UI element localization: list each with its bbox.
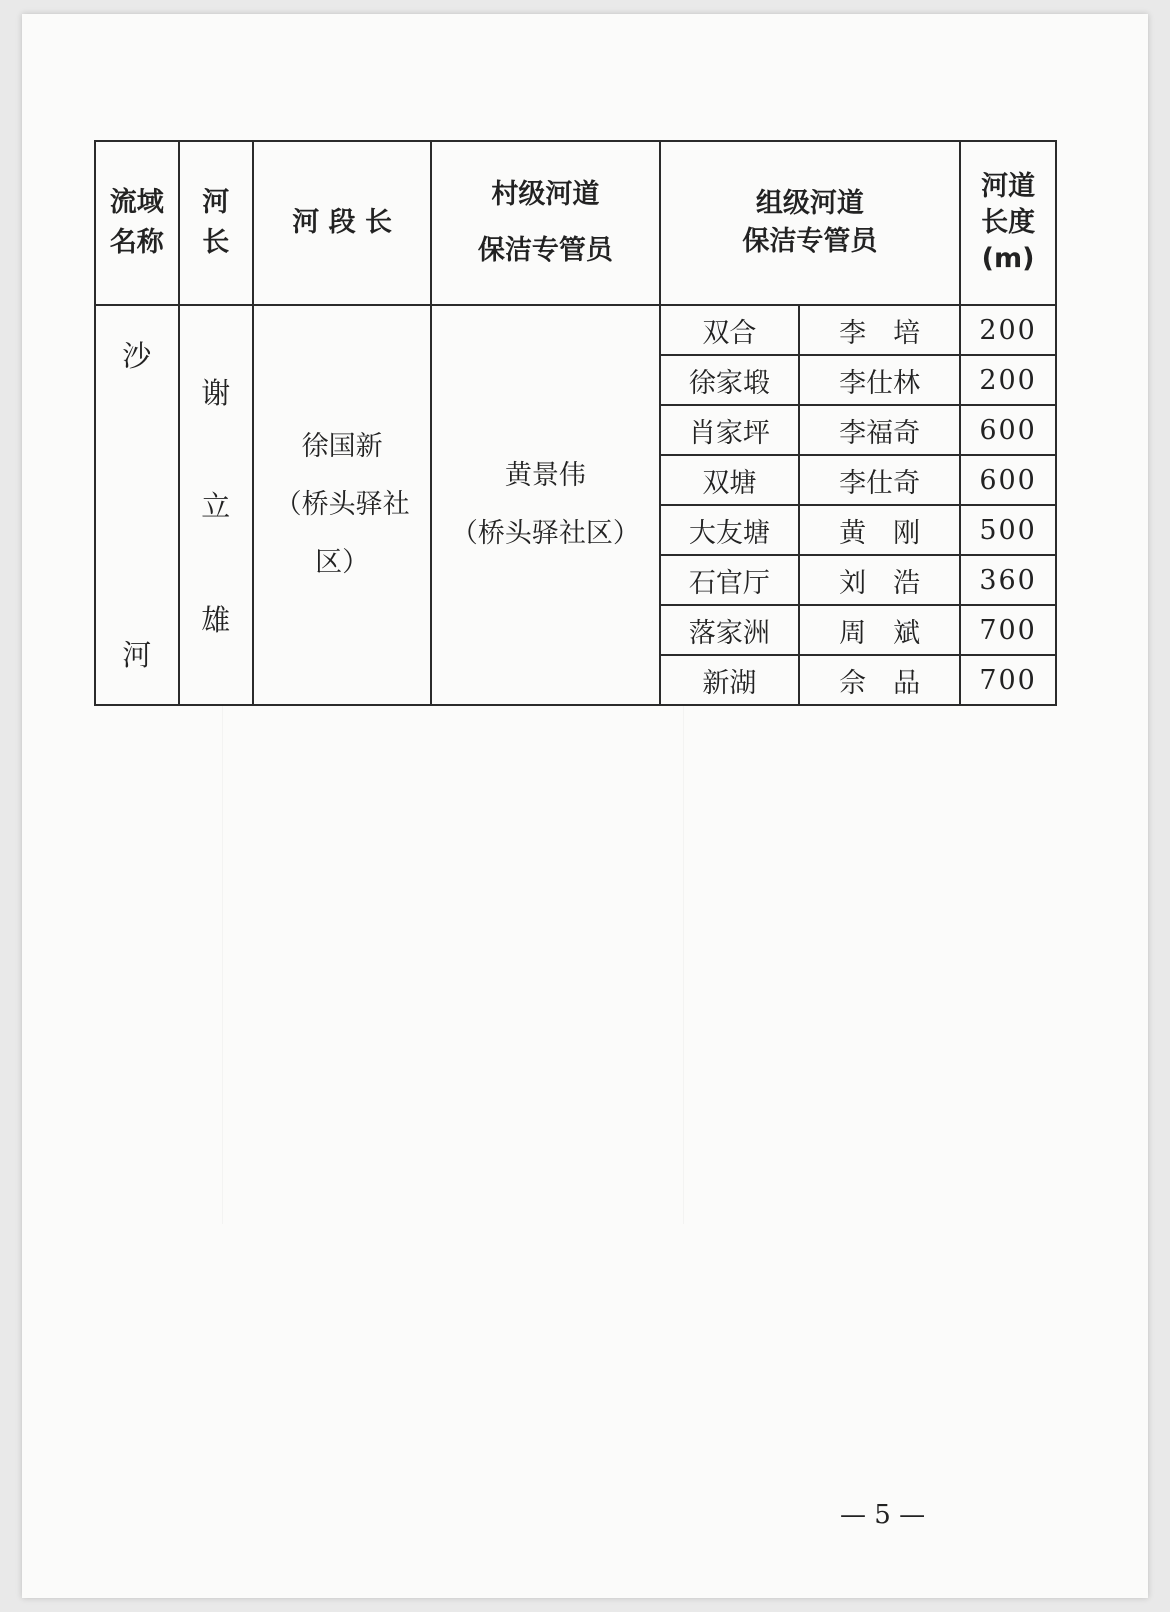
- header-village-cleaner: 村级河道 保洁专管员: [431, 141, 659, 305]
- group-name: 肖家坪: [660, 405, 800, 455]
- river-length: 600: [960, 405, 1056, 455]
- group-manager: 李 培: [799, 305, 960, 355]
- river-management-table: [94, 140, 1057, 706]
- river-length: 600: [960, 455, 1056, 505]
- bleed-through-shadow: [222, 704, 684, 1224]
- group-manager: 黄 刚: [799, 505, 960, 555]
- basin-name-cell: 沙 河: [95, 305, 179, 705]
- group-manager: 李福奇: [799, 405, 960, 455]
- group-manager: 李仕林: [799, 355, 960, 405]
- group-manager: 刘 浩: [799, 555, 960, 605]
- group-name: 双塘: [660, 455, 800, 505]
- river-length: 360: [960, 555, 1056, 605]
- group-manager: 李仕奇: [799, 455, 960, 505]
- group-name: 石官厅: [660, 555, 800, 605]
- table-row: [95, 305, 1056, 355]
- header-basin-name: 流域 名称: [95, 141, 179, 305]
- header-river-length: 河道 长度 (m): [960, 141, 1056, 305]
- village-cleaner-cell: 黄景伟 （桥头驿社区）: [431, 305, 659, 705]
- group-manager: 周 斌: [799, 605, 960, 655]
- river-length: 700: [960, 655, 1056, 705]
- river-length: 200: [960, 355, 1056, 405]
- segment-chief-cell: 徐国新 （桥头驿社 区）: [253, 305, 431, 705]
- header-segment-chief: 河 段 长: [253, 141, 431, 305]
- river-length: 200: [960, 305, 1056, 355]
- group-name: 落家洲: [660, 605, 800, 655]
- river-length: 500: [960, 505, 1056, 555]
- river-chief-cell: 谢 立 雄: [179, 305, 253, 705]
- group-name: 大友塘: [660, 505, 800, 555]
- header-river-chief: 河 长: [179, 141, 253, 305]
- group-name: 新湖: [660, 655, 800, 705]
- page-number: — 5 —: [840, 1500, 926, 1530]
- group-manager: 佘 品: [799, 655, 960, 705]
- header-group-cleaner: 组级河道 保洁专管员: [660, 141, 961, 305]
- group-name: 双合: [660, 305, 800, 355]
- river-length: 700: [960, 605, 1056, 655]
- group-name: 徐家塅: [660, 355, 800, 405]
- header-row: [95, 141, 1056, 305]
